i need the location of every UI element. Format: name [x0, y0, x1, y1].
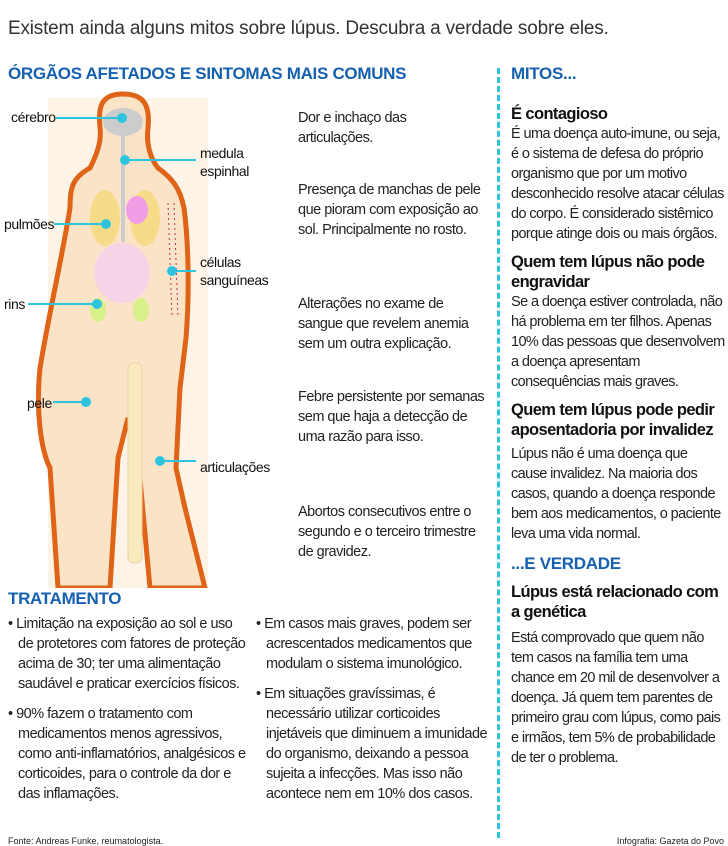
column-divider: [497, 68, 500, 838]
truth-block: [511, 582, 725, 768]
label-brain: cérebro: [11, 109, 56, 125]
myth-3: [511, 400, 725, 544]
digestive-organs: [94, 243, 150, 303]
symptom-2: Presença de manchas de pele que pioram com exposição ao sol. Principalmente no rosto.: [298, 182, 481, 238]
label-lungs: pulmões: [4, 216, 55, 232]
myth-text: É uma doença auto-imune, ou seja, é o sistema de defesa do próprio organismo que por um motivo desconhecido resolve atacar células do corpo. É considerado sistêmico porque atinge dois ou mais órgãos.: [511, 126, 724, 242]
treatment-item: • 90% fazem o tratamento com medicamentos menos agressivos, como anti-inflamatórios, analgésicos e corticoides, para o controle da dor e das inflamações.: [8, 706, 246, 802]
label-spine-1: medula: [200, 145, 244, 161]
treatment-item: • Em situações gravíssimas, é necessário utilizar corticoides injetáveis que diminuem a imunidade do organismo, deixando a pessoa sujeita a infecções. Mas isso não acontece nem em 10% dos casos.: [256, 686, 488, 802]
spine-shape: [121, 132, 125, 242]
lung-left: [90, 190, 120, 246]
myth-title: Quem tem lúpus não pode engravidar: [511, 253, 705, 291]
symptom-4: Febre persistente por semanas sem que haja a detecção de uma razão para isso.: [298, 389, 485, 445]
myth-2: [511, 252, 725, 392]
heart-shape: [126, 196, 148, 224]
myth-title: É contagioso: [511, 105, 608, 123]
truth-text: Está comprovado que quem não tem casos na família tem uma chance em 20 mil de desenvolver a doença. Já quem tem parentes de primeiro grau com lúpus, como pais e irmãos, tem 5% de probabilidade de ter o problema.: [511, 630, 721, 766]
credit-note: Infografia: Gazeta do Povo: [616, 836, 724, 846]
organs-heading: ÓRGÃOS AFETADOS E SINTOMAS MAIS COMUNS: [8, 64, 407, 83]
leg-bone: [128, 363, 142, 563]
label-blood-2: sanguíneas: [200, 272, 269, 288]
kidney-right: [133, 298, 149, 322]
symptom-3: Alterações no exame de sangue que revelem anemia sem um outra explicação.: [298, 296, 469, 352]
label-skin: pele: [27, 395, 52, 411]
label-joints: articulações: [200, 459, 270, 475]
treatment-heading: TRATAMENTO: [8, 589, 122, 608]
myth-title: Quem tem lúpus pode pedir aposentadoria por invalidez: [511, 401, 715, 439]
symptom-1: Dor e inchaço das articulações.: [298, 110, 407, 146]
symptom-5: Abortos consecutivos entre o segundo e o terceiro trimestre de gravidez.: [298, 504, 476, 560]
myths-heading: MITOS...: [511, 64, 577, 83]
truth-title: Lúpus está relacionado com a genética: [511, 583, 719, 621]
myth-text: Se a doença estiver controlada, não há problema em ter filhos. Apenas 10% das pessoas que desenvolvem a doença apresentam consequências mais graves.: [511, 294, 725, 390]
myth-text: Lúpus não é uma doença que cause invalidez. Na maioria dos casos, quando a doença responde bem aos medicamentos, o paciente leva uma vida normal.: [511, 446, 721, 542]
treatment-item: • Limitação na exposição ao sol e uso de protetores com fatores de proteção acima de 30; ter uma alimentação saudável e praticar exercícios físicos.: [8, 616, 246, 692]
treatment-column-2: [256, 614, 492, 814]
treatment-item: • Em casos mais graves, podem ser acrescentados medicamentos que modulam o sistema imunológico.: [256, 616, 472, 672]
label-blood-1: células: [200, 254, 241, 270]
myths-column: [511, 104, 725, 768]
source-note: Fonte: Andreas Funke, reumatologista.: [8, 836, 164, 846]
truth-heading: ...E VERDADE: [511, 554, 621, 573]
body-diagram: [0, 88, 296, 588]
page-title: Existem ainda alguns mitos sobre lúpus. Descubra a verdade sobre eles.: [8, 18, 609, 39]
treatment-column-1: [8, 614, 248, 814]
label-spine-2: espinhal: [200, 163, 249, 179]
myth-1: [511, 104, 725, 244]
label-kidneys: rins: [4, 296, 25, 312]
